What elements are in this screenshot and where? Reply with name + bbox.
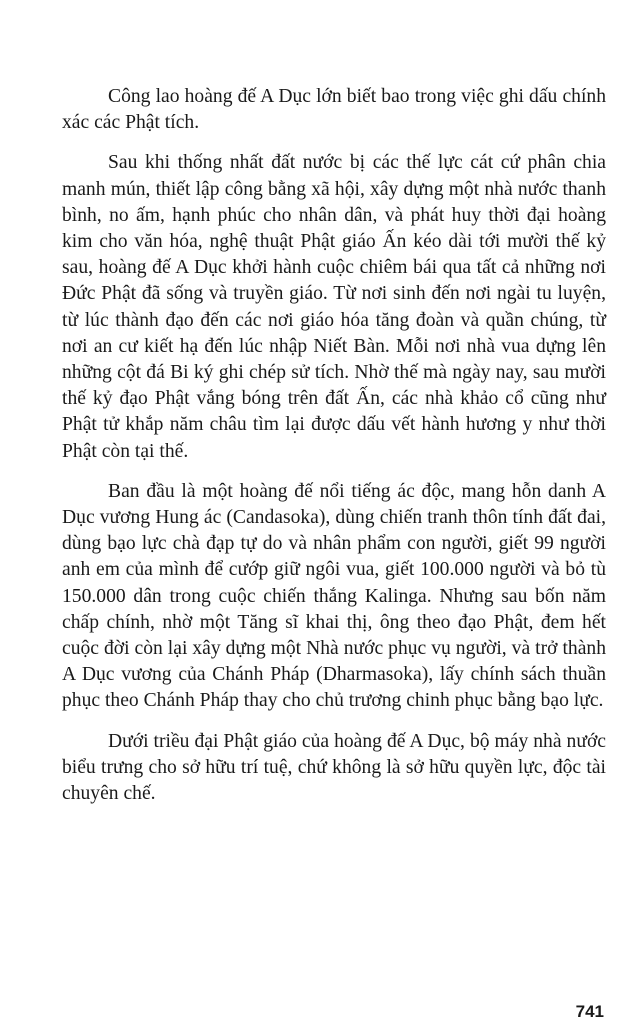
paragraph-1: Công lao hoàng đế A Dục lớn biết bao trong việc ghi dấu chính xác các Phật tích. bbox=[62, 86, 606, 134]
paragraph-4: Dưới triều đại Phật giáo của hoàng đế A Dục, bộ máy nhà nước biểu trưng cho sở hữu trí tuệ, chứ không là sở hữu quyền lực, độc tài chuyên chế. bbox=[62, 730, 606, 805]
page-body bbox=[62, 84, 606, 821]
paragraph-2: Sau khi thống nhất đất nước bị các thế lực cát cứ phân chia manh mún, thiết lập công bằng xã hội, xây dựng một nhà nước thanh bình, no ấm, hạnh phúc cho nhân dân, và phát huy thời đại hoàng kim cho văn hóa, nghệ thuật Phật giáo Ấn kéo dài tới mười thế kỷ sau, hoàng đế A Dục khởi hành cuộc chiêm bái qua tất cả những nơi Đức Phật đã sống và truyền giáo. Từ nơi sinh đến nơi ngài tu luyện, từ lúc thành đạo đến các nơi giáo hóa tăng đoàn và quần chúng, từ nơi an cư kiết hạ đến lúc nhập Niết Bàn. Mỗi nơi nhà vua dựng lên những cột đá Bi ký ghi chép sử tích. Nhờ thế mà ngày nay, sau mười thế kỷ đạo Phật vắng bóng trên đất Ấn, các nhà khảo cổ cũng như Phật tử khắp năm châu tìm lại được dấu vết hành hương y như thời Phật còn tại thế. bbox=[62, 152, 606, 462]
page-number: 741 bbox=[575, 1002, 604, 1021]
paragraph-3: Ban đầu là một hoàng đế nổi tiếng ác độc, mang hỗn danh A Dục vương Hung ác (Candasoka), dùng chiến tranh thôn tính đất đai, dùng bạo lực chà đạp tự do và nhân phẩm con người, giết 99 người anh em của mình để cướp giữ ngôi vua, giết 100.000 người và bỏ tù 150.000 dân trong cuộc chiến thắng Kalinga. Nhưng sau bốn năm chấp chính, nhờ một Tăng sĩ khai thị, ông theo đạo Phật, đem hết cuộc đời còn lại xây dựng một Nhà nước phục vụ người, và trở thành A Dục vương của Chánh Pháp (Dharmasoka), lấy chính sách thuần phục theo Chánh Pháp thay cho chủ trương chinh phục bằng bạo lực. bbox=[62, 480, 606, 712]
